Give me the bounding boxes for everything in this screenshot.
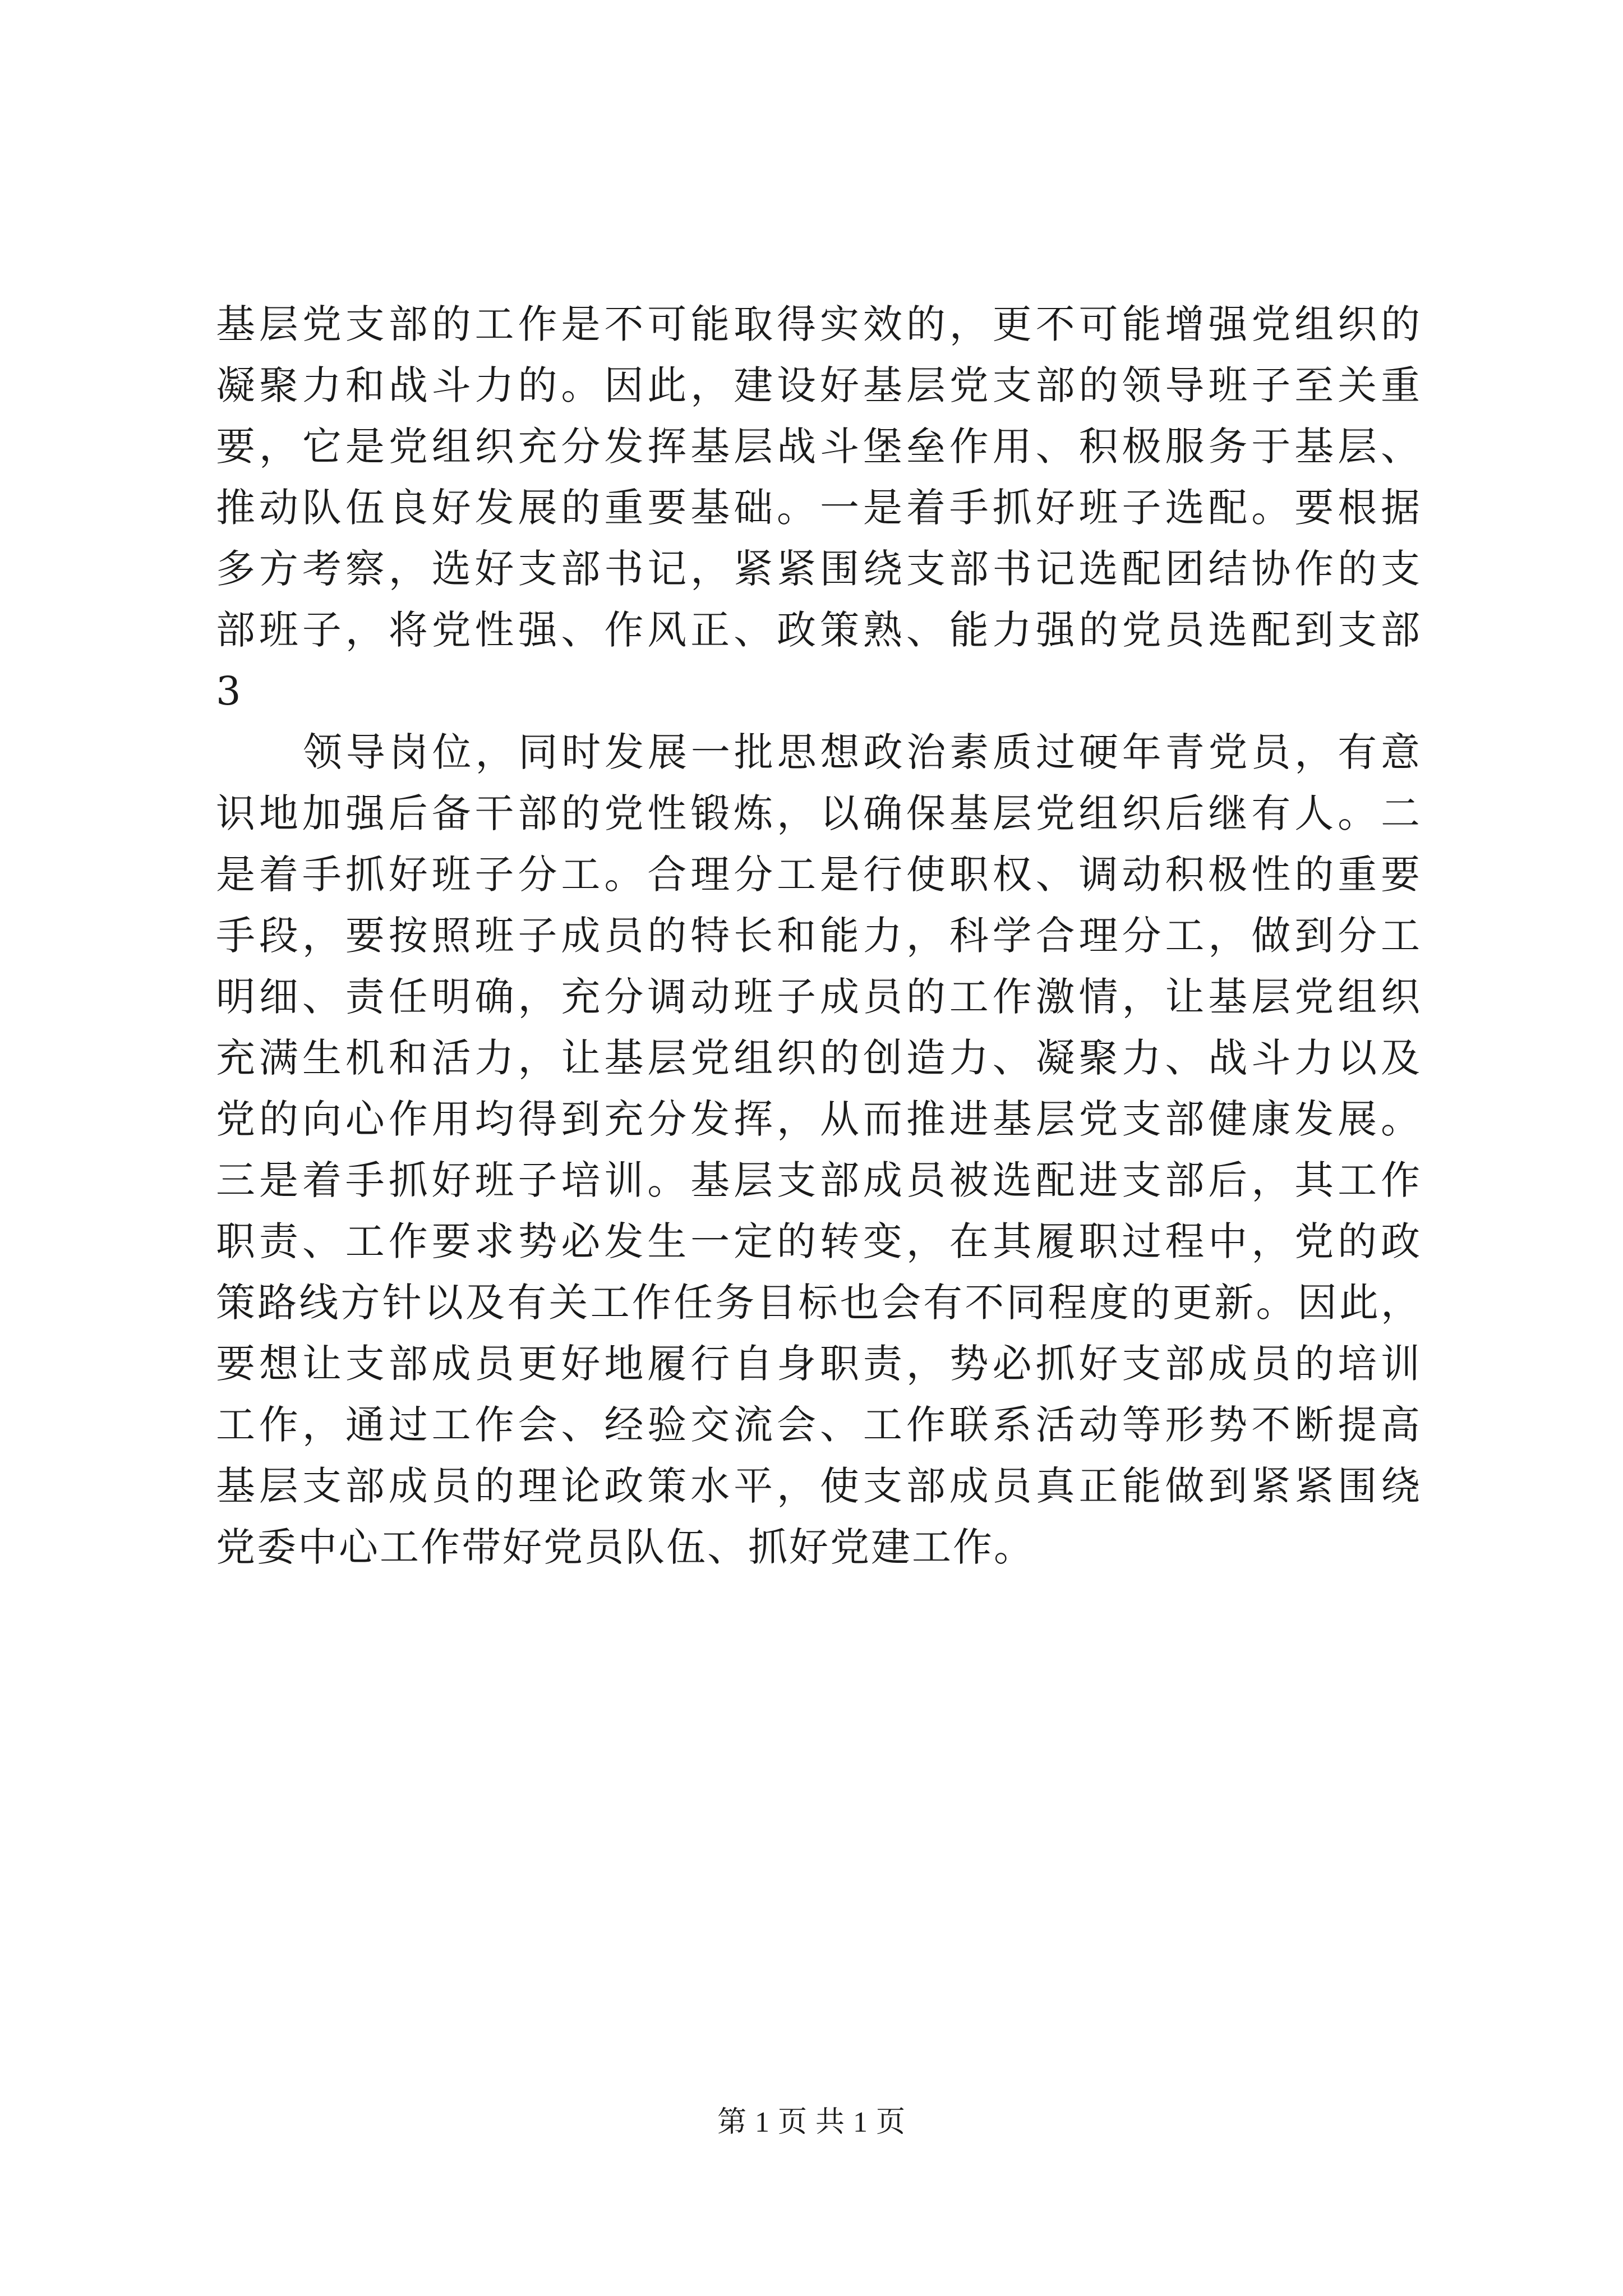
- page-footer: 第 1 页 共 1 页: [717, 2106, 906, 2138]
- text-line: 要，它是党组织充分发挥基层战斗堡垒作用、积极服务于基层、: [216, 424, 1422, 470]
- document-body: [216, 294, 1422, 1578]
- text-line: 识地加强后备干部的党性锻炼，以确保基层党组织后继有人。二: [216, 790, 1422, 836]
- text-line: 三是着手抓好班子培训。基层支部成员被选配进支部后，其工作: [216, 1157, 1422, 1203]
- text-line: 充满生机和活力，让基层党组织的创造力、凝聚力、战斗力以及: [216, 1035, 1422, 1081]
- text-line: 要想让支部成员更好地履行自身职责，势必抓好支部成员的培训: [216, 1341, 1422, 1387]
- text-line: 基层党支部的工作是不可能取得实效的，更不可能增强党组织的: [216, 301, 1422, 347]
- text-line: 手段，要按照班子成员的特长和能力，科学合理分工，做到分工: [216, 913, 1422, 959]
- text-line: 党委中心工作带好党员队伍、抓好党建工作。: [216, 1524, 1035, 1570]
- text-line: 部班子，将党性强、作风正、政策熟、能力强的党员选配到支部: [216, 607, 1422, 653]
- text-line: 策路线方针以及有关工作任务目标也会有不同程度的更新。因此，: [216, 1280, 1422, 1326]
- text-line: 领导岗位，同时发展一批思想政治素质过硬年青党员，有意: [303, 729, 1422, 775]
- text-line: 多方考察，选好支部书记，紧紧围绕支部书记选配团结协作的支: [216, 546, 1422, 592]
- text-line: 明细、责任明确，充分调动班子成员的工作激情，让基层党组织: [216, 974, 1422, 1020]
- text-line: 工作，通过工作会、经验交流会、工作联系活动等形势不断提高: [216, 1402, 1422, 1448]
- text-line: 职责、工作要求势必发生一定的转变，在其履职过程中，党的政: [216, 1218, 1422, 1264]
- text-line: 是着手抓好班子分工。合理分工是行使职权、调动积极性的重要: [216, 852, 1422, 898]
- page-marker: 3: [216, 668, 241, 714]
- text-line: 推动队伍良好发展的重要基础。一是着手抓好班子选配。要根据: [216, 485, 1422, 531]
- text-line: 党的向心作用均得到充分发挥，从而推进基层党支部健康发展。: [216, 1096, 1422, 1142]
- text-line: 凝聚力和战斗力的。因此，建设好基层党支部的领导班子至关重: [216, 362, 1422, 408]
- text-line: 基层支部成员的理论政策水平，使支部成员真正能做到紧紧围绕: [216, 1463, 1422, 1509]
